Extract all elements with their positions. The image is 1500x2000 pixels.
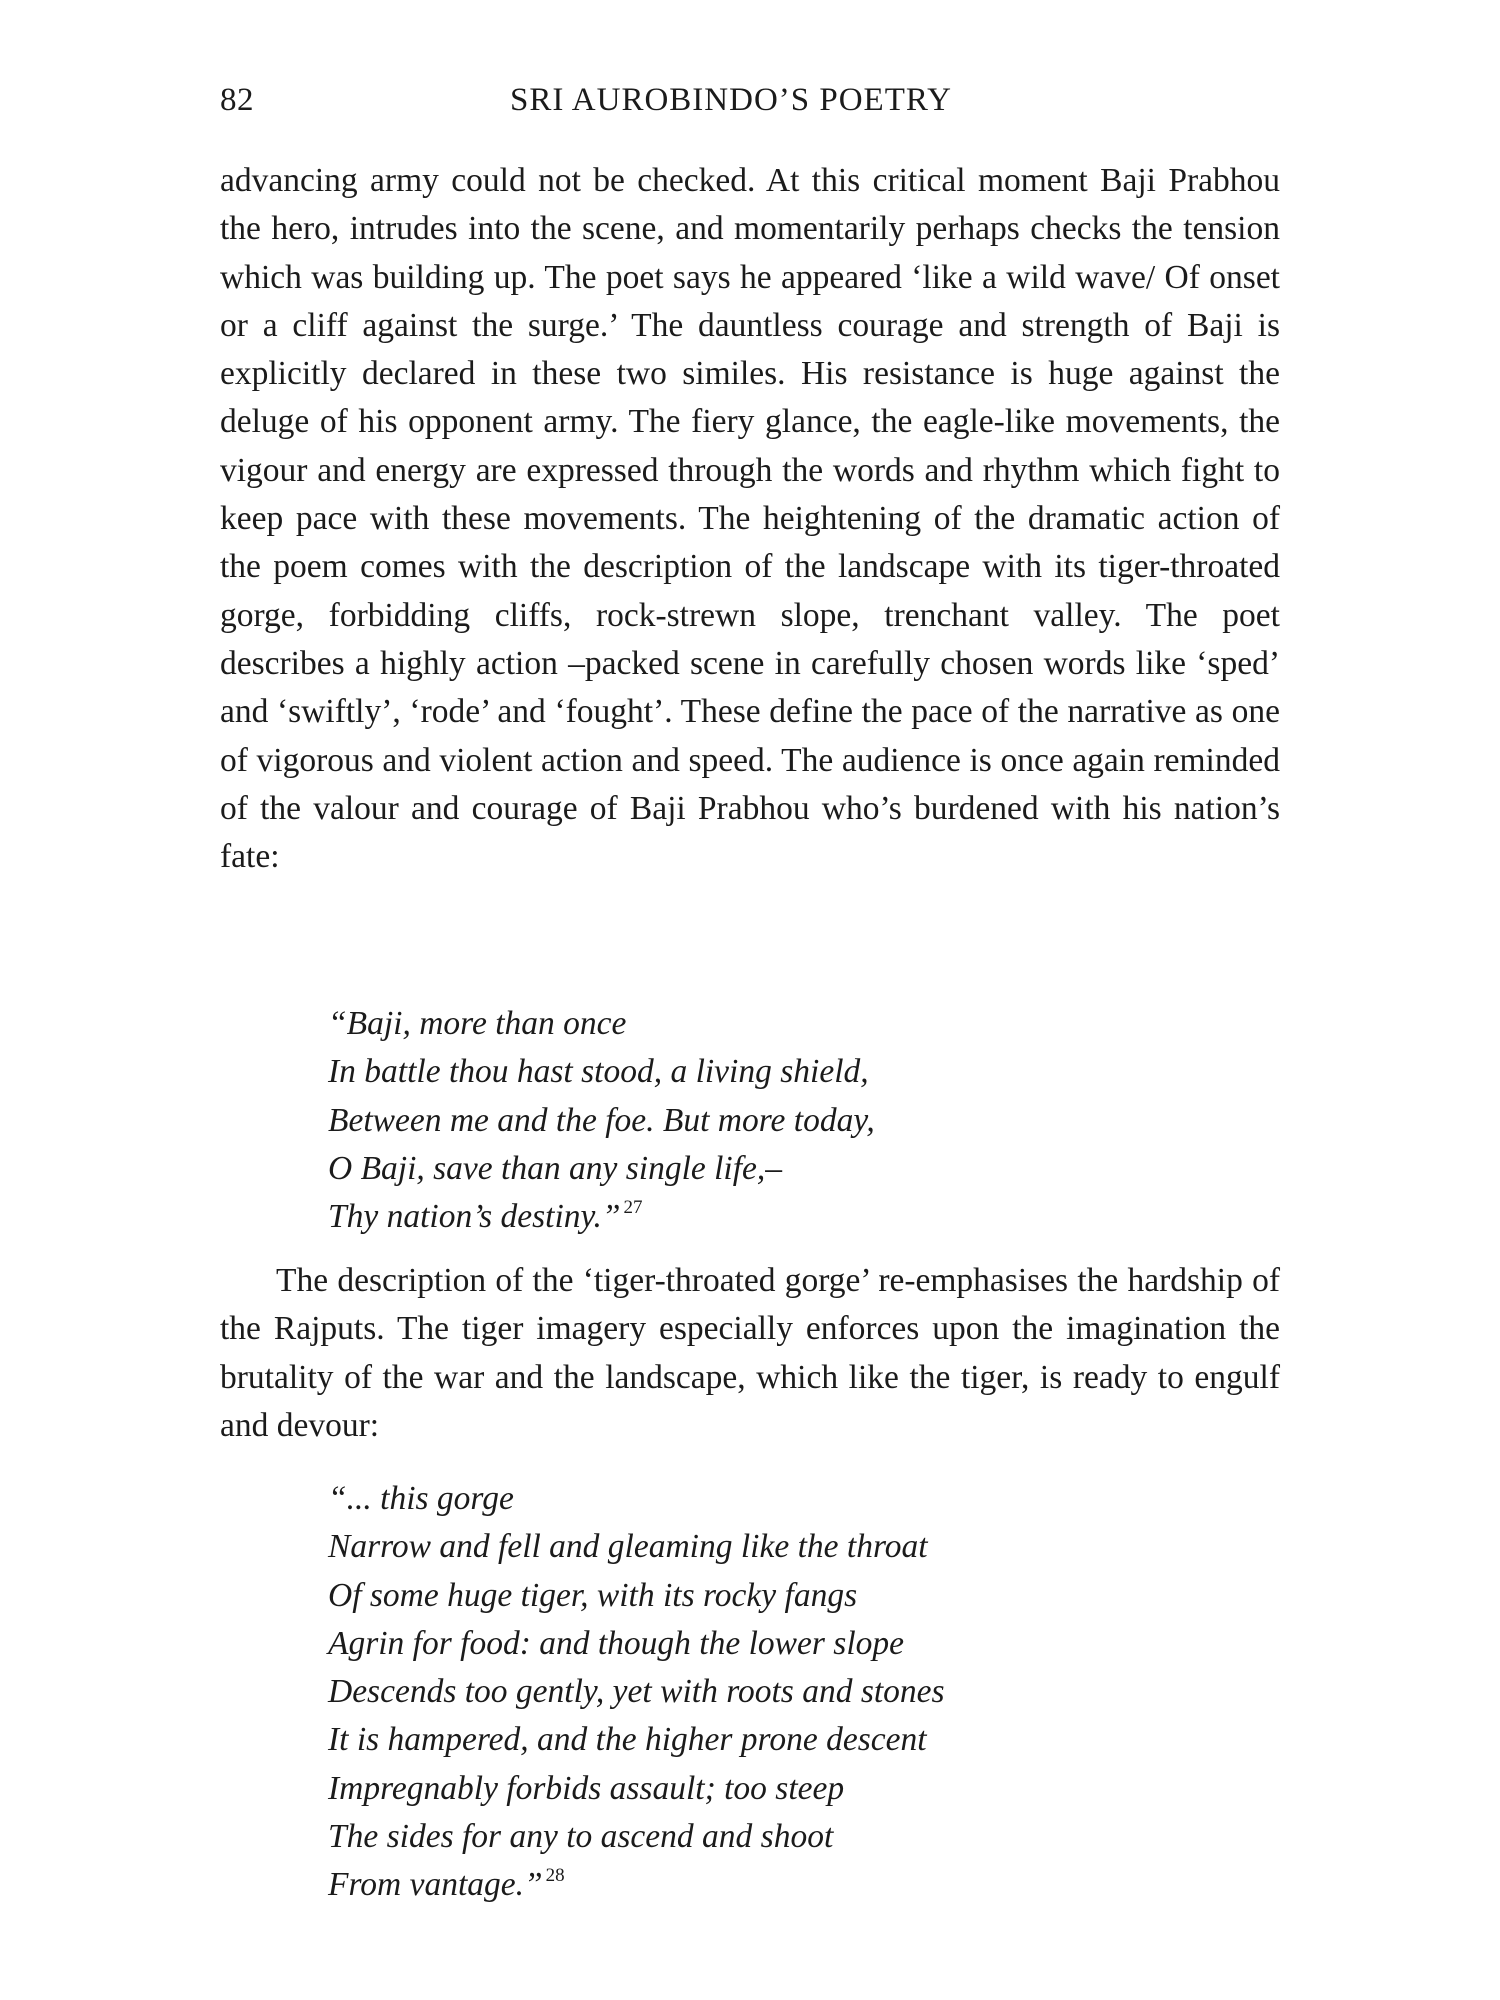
verse-line: It is hampered, and the higher prone descent: [328, 1721, 927, 1759]
footnote-marker: 28: [545, 1865, 565, 1887]
verse-line: “Baji, more than once: [328, 1005, 627, 1042]
running-head: [220, 82, 1280, 126]
verse-line: Agrin for food: and though the lower slope: [328, 1624, 904, 1662]
footnote-marker: 27: [623, 1197, 643, 1219]
running-title: SRI AUROBINDO’S POETRY: [510, 82, 952, 118]
verse-line-text: From vantage.”: [328, 1866, 543, 1904]
verse-line: Narrow and fell and gleaming like the throat: [328, 1528, 928, 1566]
page-number: 82: [220, 82, 254, 118]
verse-line-text: Thy nation’s destiny.”: [328, 1198, 621, 1236]
verse-line: The sides for any to ascend and shoot: [328, 1818, 834, 1856]
verse-line: Of some huge tiger, with its rocky fangs: [328, 1576, 858, 1614]
body-paragraph: The description of the ‘tiger-throated gorge’ re-emphasises the hardship of the Rajputs. The tiger imagery especially enforces upon the imagination the brutality of the war and the landscape, which like the tiger, is ready to engulf and devour:: [220, 1262, 1280, 1444]
body-paragraph: advancing army could not be checked. At this critical moment Baji Prabhou the hero, intrudes into the scene, and momentarily perhaps checks the tension which was building up. The poet says he appeared ‘like a wild wave/ Of onset or a cliff against the surge.’ The dauntless courage and strength of Baji is explicitly declared in these two similes. His resistance is huge against the deluge of his opponent army. The fiery glance, the eagle-like movements, the vigour and energy are expressed through the words and rhythm which fight to keep pace with these movements. The heightening of the dramatic action of the poem comes with the description of the landscape with its tiger-throated gorge, forbidding cliffs, rock-strewn slope, trenchant valley. The poet describes a highly action –packed scene in carefully chosen words like ‘sped’ and ‘swiftly’, ‘rode’ and ‘fought’. These define the pace of the narrative as one of vigorous and violent action and speed. The audience is once again reminded of the valour and courage of Baji Prabhou who’s burdened with his nation’s fate:: [220, 162, 1280, 876]
verse-line: Descends too gently, yet with roots and stones: [328, 1673, 945, 1711]
verse-line: In battle thou hast stood, a living shield,: [328, 1053, 869, 1091]
verse-quotation: [328, 1000, 875, 1241]
verse-line-last: [328, 1193, 875, 1241]
verse-quotation: [328, 1475, 945, 1910]
verse-line: “... this gorge: [328, 1480, 514, 1517]
verse-line: Between me and the foe. But more today,: [328, 1101, 875, 1139]
verse-line-last: [328, 1861, 945, 1909]
verse-line: Impregnably forbids assault; too steep: [328, 1769, 845, 1807]
verse-line: O Baji, save than any single life,–: [328, 1149, 783, 1187]
